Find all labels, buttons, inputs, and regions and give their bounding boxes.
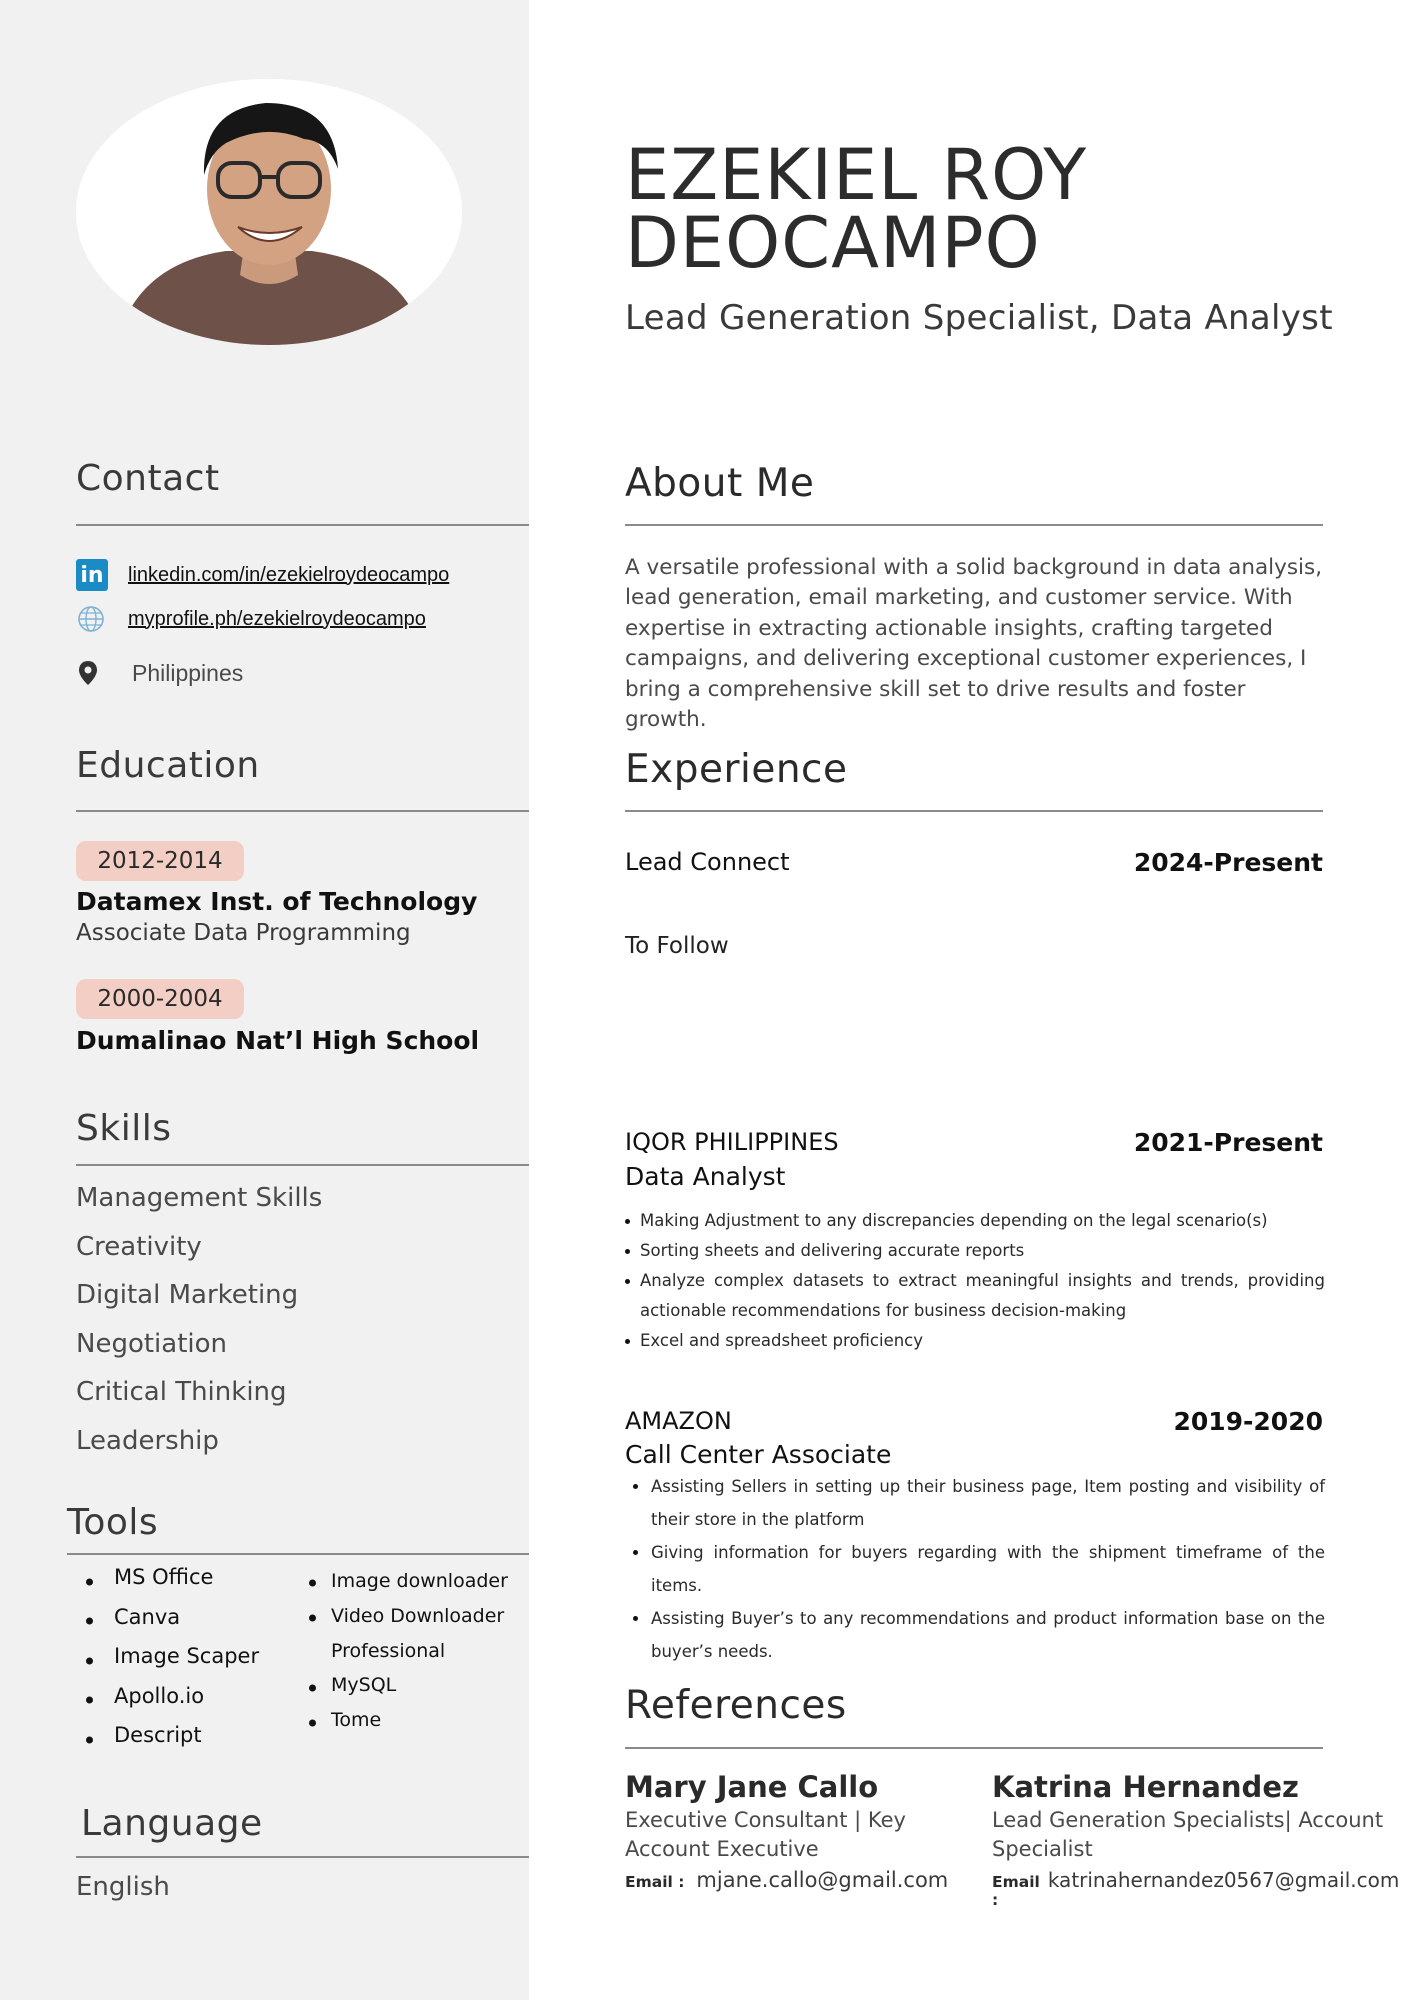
job-title: Lead Generation Specialist, Data Analyst [625,298,1333,338]
bullet-icon [86,1736,93,1743]
reference-card [992,1770,1400,1909]
reference-card [625,1770,955,1892]
experience-heading: Experience [625,747,848,792]
job-bullet: Giving information for buyers regarding with the shipment timeframe of the items. [625,1536,1325,1602]
job-bullet: Assisting Sellers in setting up their business page, Item posting and visibility of their store in the platform [625,1470,1325,1536]
job-bullets [625,1206,1325,1356]
job-date: 2021-Present [1133,1128,1323,1157]
job-bullets [625,1470,1325,1668]
about-heading: About Me [625,461,815,506]
about-divider [625,524,1323,526]
bullet-icon [309,1684,316,1691]
job-role: Call Center Associate [625,1440,892,1469]
tools-heading: Tools [67,1502,159,1543]
tool-item: Apollo.io [78,1681,259,1721]
reference-email-label: Email : [625,1873,685,1891]
tool-item-continued: Professional [331,1639,446,1662]
job-company: IQOR PHILIPPINES [625,1128,839,1156]
bullet-icon [625,1339,630,1344]
reference-email-row [992,1868,1400,1909]
reference-title: Lead Generation Specialists| Account Specialist [992,1808,1384,1861]
location-row [76,658,243,688]
contact-heading: Contact [76,458,220,499]
reference-name: Mary Jane Callo [625,1770,879,1804]
about-text: A versatile professional with a solid background in data analysis, lead generation, email marketing, and customer service. With expertise in extracting actionable insights, crafting targeted campaigns, and delivering exceptional customer experiences, I bring a comprehensive skill set to drive results and foster growth. [625,555,1323,733]
reference-title: Executive Consultant | Key Account Executive [625,1808,906,1861]
reference-email[interactable]: katrinahernandez0567@gmail.com [1047,1868,1400,1892]
skill-item: Leadership [76,1425,219,1456]
bullet-icon [309,1580,316,1587]
location-text: Philippines [132,659,244,686]
language-heading: Language [81,1803,263,1844]
linkedin-row [76,559,449,591]
education-degree: Associate Data Programming [76,920,411,946]
job-bullet: Assisting Buyer’s to any recommendations and product information base on the buyer’s needs. [625,1602,1325,1668]
education-year-badge: 2000-2004 [76,979,244,1019]
skills-divider [76,1164,529,1166]
bullet-icon [86,1618,93,1625]
job-company: Lead Connect [625,848,790,876]
references-heading: References [625,1683,847,1728]
skills-heading: Skills [76,1108,172,1149]
bullet-icon [625,1219,630,1224]
references-divider [625,1747,1323,1749]
tool-item: MS Office [78,1562,259,1602]
reference-email-label: Email : [992,1873,1040,1909]
education-school: Datamex Inst. of Technology [76,887,478,916]
education-school: Dumalinao Nat’l High School [76,1026,480,1055]
tools-list-primary [78,1562,259,1760]
tool-item: Canva [78,1602,259,1642]
skill-item: Critical Thinking [76,1377,287,1407]
tool-item: Image downloader [305,1566,508,1601]
bullet-icon [625,1279,630,1284]
bullet-icon [633,1484,638,1489]
language-item: English [76,1872,170,1902]
job-date: 2024-Present [1133,848,1323,877]
education-divider [76,810,529,812]
tool-item: Descript [78,1720,259,1760]
name-line-last: DEOCAMPO [625,202,1041,284]
avatar [76,79,462,345]
job-bullet: Excel and spreadsheet proficiency [625,1326,1325,1356]
experience-divider [625,810,1323,812]
skill-item: Management Skills [76,1183,323,1213]
name-line-first: EZEKIEL ROY [625,134,1088,216]
education-year-badge: 2012-2014 [76,841,244,881]
job-bullet: Analyze complex datasets to extract meaningful insights and trends, providing actionable recommendations for business decision-making [625,1266,1325,1326]
education-heading: Education [76,745,260,786]
reference-email[interactable]: mjane.callo@gmail.com [696,1868,949,1892]
globe-icon [76,604,106,634]
bullet-icon [633,1616,638,1621]
skills-list [76,1183,322,1474]
bullet-icon [633,1550,638,1555]
tools-divider [67,1553,529,1555]
tools-list-secondary [305,1566,508,1740]
bullet-icon [625,1249,630,1254]
tool-item: Video Downloader [305,1601,508,1636]
linkedin-icon: in [76,559,108,591]
bullet-icon [309,1719,316,1726]
job-role: Data Analyst [625,1162,786,1191]
skill-item: Creativity [76,1231,202,1262]
website-link[interactable]: myprofile.ph/ezekielroydeocampo [128,607,426,630]
job-bullet: Sorting sheets and delivering accurate reports [625,1236,1325,1266]
job-date: 2019-2020 [1173,1407,1323,1436]
tool-item: Tome [305,1705,508,1740]
contact-divider [76,524,529,526]
person-name [625,134,1088,284]
tool-item: Image Scaper [78,1641,259,1681]
job-note: To Follow [625,933,729,959]
skill-item: Digital Marketing [76,1280,299,1310]
bullet-icon [309,1615,316,1622]
bullet-icon [86,1657,93,1664]
skill-item: Negotiation [76,1328,228,1359]
job-bullet: Making Adjustment to any discrepancies depending on the legal scenario(s) [625,1206,1325,1236]
reference-email-row [625,1868,955,1892]
linkedin-link[interactable]: linkedin.com/in/ezekielroydeocampo [128,563,450,586]
bullet-icon [86,1578,93,1585]
language-divider [76,1856,529,1858]
bullet-icon [86,1697,93,1704]
job-company: AMAZON [625,1407,732,1435]
profile-photo [76,79,462,345]
reference-name: Katrina Hernandez [992,1770,1299,1804]
website-row [76,604,426,634]
location-pin-icon [76,658,100,688]
tool-item: MySQL [305,1670,508,1705]
